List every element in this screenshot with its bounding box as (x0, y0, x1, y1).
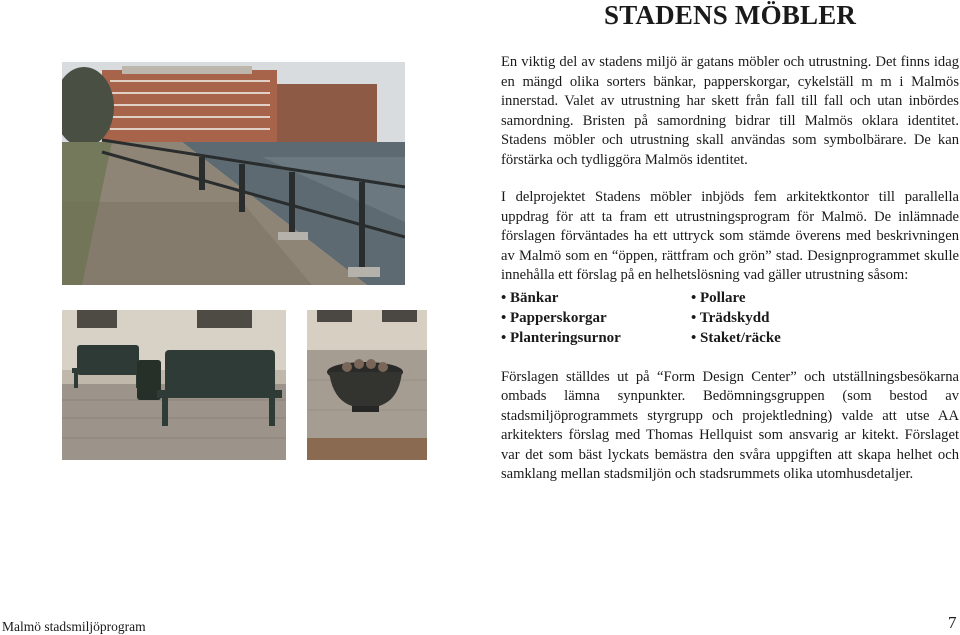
body-text (501, 53, 959, 485)
list-item: • Pollare (691, 289, 746, 306)
list-item: • Bänkar (501, 289, 559, 306)
footer-publication: Malmö stadsmiljöprogram (2, 619, 146, 634)
benches-photo (62, 310, 286, 460)
list-item: • Planteringsurnor (501, 329, 621, 346)
list-item: • Papperskorgar (501, 309, 607, 326)
page-number: 7 (948, 613, 957, 632)
equipment-list (501, 288, 959, 348)
canal-promenade-photo (62, 62, 405, 285)
result-paragraph: Förslagen ställdes ut på “Form Design Center” och utställningsbesökarna ombads lämna synpunkter. Bedömningsgruppen (som bestod av stadsmiljöprogrammets styrgrupp och projektledning) valde att utse AA arkitekters förslag med Thomas Hellquist som ansvarig ar kitekt. Förslaget var det som bäst lyckats bemästra den svåra uppgiften att skapa helhet och samklang mellan stadsmiljön och stadsrummets olika utomhusdetaljer. (501, 368, 959, 482)
intro-paragraph: En viktig del av stadens miljö är gatans möbler och utrustning. Det finns idag en mängd olika sorters bänkar, papperskorgar, cykelställ m m i Malmös innerstad. Valet av utrustning har skett från fall till fall och utan inbördes samordning. Bristen på samordning bidrar till Malmös oklara identitet. Stadens möbler och utrustning skall användas som symbolbärare. De kan förstärka och tydliggöra Malmös identitet. (501, 54, 959, 168)
list-item: • Trädskydd (691, 309, 770, 326)
planting-urn-photo (307, 310, 427, 460)
page-title: STADENS MÖBLER (604, 0, 857, 30)
list-item: • Staket/räcke (691, 329, 781, 346)
assignment-paragraph: I delprojektet Stadens möbler inbjöds fem arkitektkontor till parallella uppdrag för att ta fram ett utrustningsprogram för Malmö. De inlämnade förslagen förväntades ha ett uttryck som stämde överens med beskrivningen av Malmö som en “öppen, rättfram och grön” stad. Designprogrammet skulle innehålla ett förslag på en helhetslösning vad gäller utrustning såsom: (501, 189, 959, 283)
